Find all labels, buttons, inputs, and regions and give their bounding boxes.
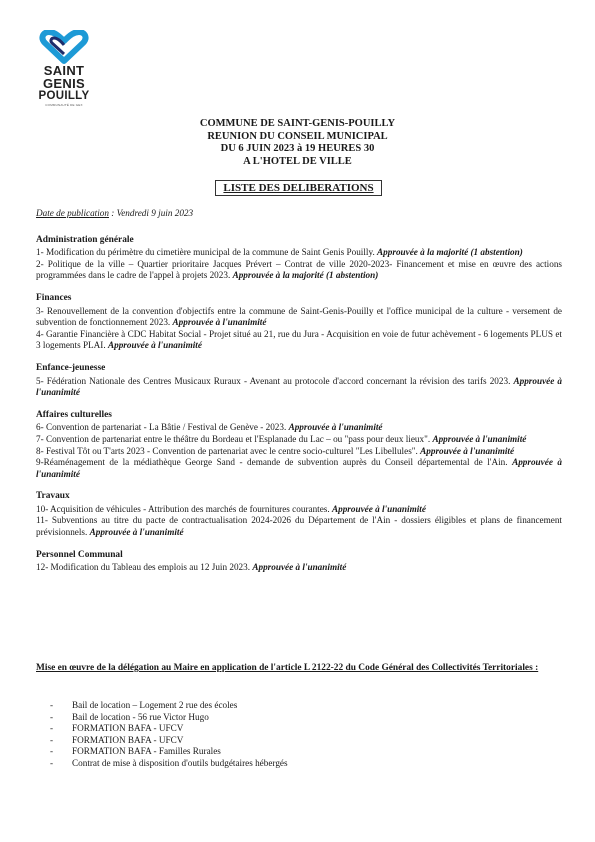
publication-value: : Vendredi 9 juin 2023 bbox=[108, 208, 194, 218]
delegation-item-text: Bail de location – Logement 2 rue des écoles bbox=[72, 700, 238, 710]
section bbox=[36, 550, 562, 574]
section-title: Personnel Communal bbox=[36, 549, 123, 560]
deliberation-text: 2- Politique de la ville – Quartier prioritaire Jacques Prévert – Contrat de ville 2020-2023- Financement et mise en œuvre des actions programmées dans le cadre de l'appel à projets 2023. bbox=[36, 258, 562, 281]
city-logo bbox=[34, 30, 94, 107]
section-title: Travaux bbox=[36, 491, 70, 502]
deliberation-status: Approuvée à l'unanimité bbox=[331, 503, 426, 514]
deliberation-item bbox=[36, 504, 562, 516]
dash-bullet: - bbox=[50, 700, 54, 710]
section-title: Affaires culturelles bbox=[36, 409, 112, 420]
header-line-2: REUNION DU CONSEIL MUNICIPAL bbox=[207, 130, 388, 142]
deliberation-item bbox=[36, 434, 562, 446]
deliberation-status: Approuvée à l'unanimité bbox=[107, 340, 202, 351]
deliberation-item bbox=[36, 247, 562, 259]
delegation-item bbox=[50, 746, 530, 758]
delegation-item bbox=[50, 700, 530, 712]
sections-list bbox=[36, 235, 562, 574]
delegation-title: Mise en œuvre de la délégation au Maire en application de l'article L 2122-22 du Code Général des Collectivités Territoriales : bbox=[36, 663, 539, 673]
section bbox=[36, 410, 562, 481]
publication-date bbox=[36, 208, 562, 220]
deliberation-text: 11- Subventions au titre du pacte de contractualisation 2024-2026 du Département de l'Ain - dossiers éligibles et plans de financement prévisionnels. bbox=[36, 515, 562, 538]
section-title: Administration générale bbox=[36, 234, 134, 245]
deliberation-text: 8- Festival Tôt ou T'arts 2023 - Convention de partenariat avec le centre socio-culturel "Les Libellules". bbox=[36, 445, 421, 456]
deliberation-text: 1- Modification du périmètre du cimetière municipal de la commune de Saint Genis Pouilly. bbox=[36, 247, 378, 258]
deliberation-status: Approuvée à l'unanimité bbox=[288, 422, 383, 433]
logo-word-genis: GENIS bbox=[43, 76, 85, 91]
deliberation-text: 6- Convention de partenariat - La Bâtie / Festival de Genève - 2023. bbox=[36, 422, 289, 433]
logo-word-saint: SAINT bbox=[43, 63, 85, 78]
deliberation-item bbox=[36, 515, 562, 538]
deliberation-status: Approuvée à l'unanimité bbox=[36, 375, 563, 398]
dash-bullet: - bbox=[50, 757, 54, 768]
header-line-1: COMMUNE DE SAINT-GENIS-POUILLY bbox=[199, 118, 396, 129]
deliberation-text: 12- Modification du Tableau des emplois au 12 Juin 2023. bbox=[36, 562, 253, 573]
dash-bullet: - bbox=[50, 711, 54, 722]
deliberation-item bbox=[36, 562, 562, 574]
deliberation-item bbox=[36, 329, 562, 352]
delegation-item bbox=[50, 712, 530, 724]
deliberation-text: 7- Convention de partenariat entre le théâtre du Bordeau et l'Esplanade du Lac – ou "pass pour deux lieux". bbox=[36, 433, 433, 444]
deliberation-item bbox=[36, 457, 562, 480]
deliberation-text: 3- Renouvellement de la convention d'objectifs entre la commune de Saint-Genis-Pouilly et l'office municipal de la culture - versement de subvention de fonctionnement 2023. bbox=[36, 305, 562, 328]
delegation-item-text: Contrat de mise à disposition d'outils budgétaires hébergés bbox=[72, 757, 288, 768]
deliberation-item bbox=[36, 259, 562, 282]
delegation-item-text: Bail de location - 56 rue Victor Hugo bbox=[72, 711, 209, 722]
delegation-item bbox=[50, 723, 530, 735]
deliberation-status: Approuvée à l'unanimité bbox=[432, 433, 527, 444]
dash-bullet: - bbox=[50, 723, 54, 734]
delegation-item-text: FORMATION BAFA - Familles Rurales bbox=[72, 746, 221, 757]
delegation-list bbox=[50, 700, 530, 770]
deliberation-status: Approuvée à la majorité (1 abstention) bbox=[377, 247, 523, 258]
delegation-item-text: FORMATION BAFA - UFCV bbox=[72, 723, 184, 734]
deliberations-content bbox=[36, 208, 562, 585]
deliberation-status: Approuvée à l'unanimité bbox=[420, 445, 515, 456]
logo-tagline: COMMUNAUTÉ DE GEX bbox=[45, 103, 83, 107]
deliberation-text: 9-Réaménagement de la médiathèque George Sand - demande de subvention auprès du Conseil départemental de l'Ain. bbox=[36, 457, 513, 468]
section bbox=[36, 235, 562, 282]
deliberation-status: Approuvée à l'unanimité bbox=[36, 457, 562, 479]
dash-bullet: - bbox=[50, 746, 54, 757]
deliberation-status: Approuvée à l'unanimité bbox=[172, 317, 267, 328]
deliberation-status: Approuvée à l'unanimité bbox=[252, 562, 347, 573]
header-line-3: DU 6 JUIN 2023 à 19 HEURES 30 bbox=[220, 143, 375, 154]
deliberation-text: 5- Fédération Nationale des Centres Musicaux Ruraux - Avenant au protocole d'accord concernant la révision des tarifs 2023. bbox=[36, 375, 514, 386]
document-header bbox=[0, 118, 595, 168]
deliberation-status: Approuvée à l'unanimité bbox=[89, 527, 184, 538]
deliberation-text: 10- Acquisition de véhicules - Attribution des marchés de fournitures courantes. bbox=[36, 503, 332, 514]
list-title: LISTE DES DELIBERATIONS bbox=[215, 180, 382, 196]
deliberation-status: Approuvée à la majorité (1 abstention) bbox=[232, 270, 379, 281]
deliberation-item bbox=[36, 446, 562, 458]
deliberation-item bbox=[36, 422, 562, 434]
section-title: Enfance-jeunesse bbox=[36, 362, 106, 373]
deliberation-item bbox=[36, 376, 562, 399]
header-line-4: A L'HOTEL DE VILLE bbox=[243, 155, 352, 167]
delegation-item bbox=[50, 735, 530, 747]
heart-logo-icon bbox=[39, 30, 89, 64]
logo-word-pouilly: POUILLY bbox=[38, 90, 90, 102]
deliberation-text: 4- Garantie Financière à CDC Habitat Social - Projet situé au 21, rue du Jura - Acquisition en voie de futur achèvement - 6 logements PLUS et 3 logements PLAI. bbox=[36, 328, 562, 351]
section bbox=[36, 491, 562, 538]
deliberation-item bbox=[36, 306, 562, 329]
delegation-item-text: FORMATION BAFA - UFCV bbox=[72, 734, 184, 745]
delegation-item bbox=[50, 758, 530, 770]
section-title: Finances bbox=[36, 292, 72, 303]
publication-label: Date de publication bbox=[36, 208, 109, 218]
dash-bullet: - bbox=[50, 734, 54, 745]
section bbox=[36, 293, 562, 352]
section bbox=[36, 363, 562, 399]
